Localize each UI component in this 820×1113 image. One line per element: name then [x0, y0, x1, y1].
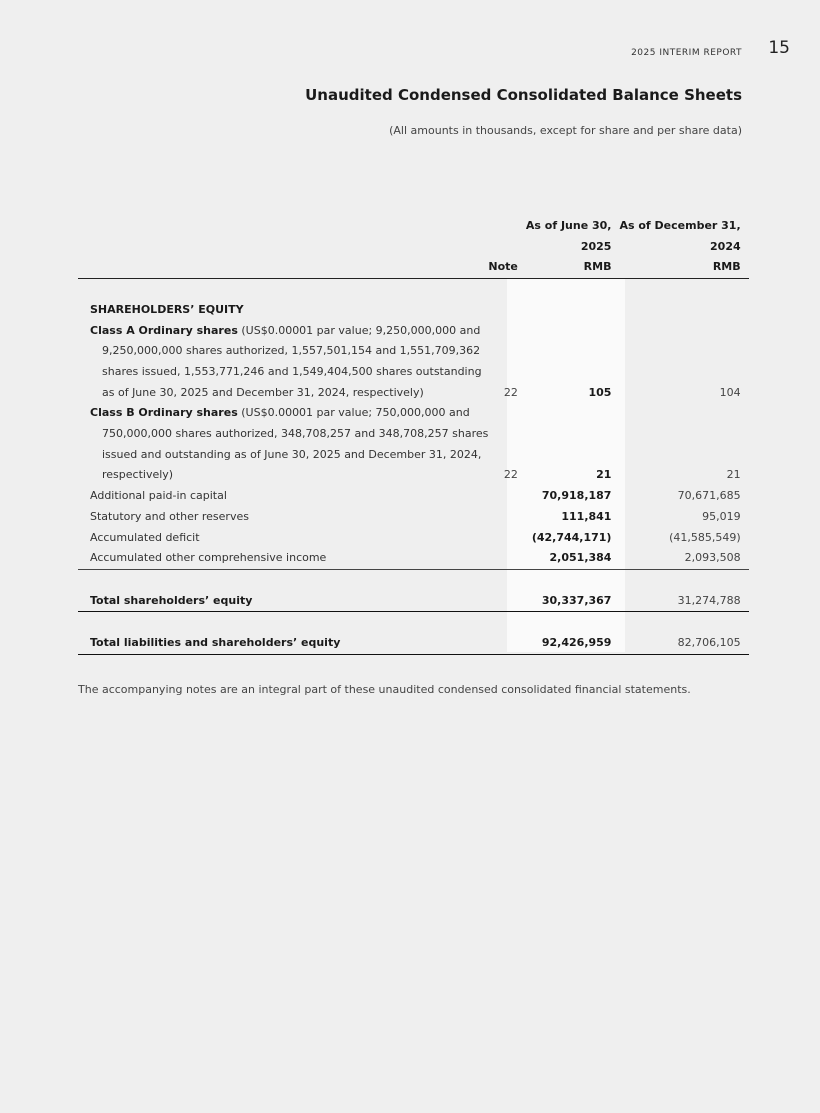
- class-b-note: 22: [503, 468, 518, 482]
- class-b-row: [78, 403, 749, 424]
- class-b-label: Class B Ordinary shares: [90, 406, 238, 420]
- header-row: [78, 237, 749, 258]
- class-b-row: [78, 424, 749, 445]
- row-y2: 95,019: [702, 509, 741, 523]
- class-a-row: [78, 362, 749, 383]
- col-y1-line1: As of June 30,: [525, 219, 612, 232]
- section-heading: SHAREHOLDERS’ EQUITY: [90, 302, 244, 316]
- class-b-y2: 21: [726, 468, 741, 482]
- total-liab-equity-row: [78, 633, 749, 654]
- row-y2: 2,093,508: [619, 548, 748, 569]
- total-equity-y2: 31,274,788: [619, 591, 748, 612]
- row-y2: (41,585,549): [669, 530, 741, 544]
- class-b-row: [78, 445, 749, 466]
- class-b-desc-2: 750,000,000 shares authorized, 348,708,257 and 348,708,257 shares: [102, 427, 489, 441]
- row-y2: 70,671,685: [677, 489, 741, 503]
- total-liab-equity-label: Total liabilities and shareholders’ equity: [78, 633, 488, 654]
- header-row: [78, 257, 749, 278]
- col-y2-line1: As of December 31,: [619, 219, 741, 232]
- table-row: [78, 548, 749, 569]
- spacer-row: [78, 612, 749, 633]
- table-row: [78, 486, 749, 507]
- col-y1-currency: RMB: [526, 257, 620, 278]
- total-equity-y1: 30,337,367: [526, 591, 620, 612]
- footnote: The accompanying notes are an integral part of these unaudited condensed consolidated financial statements.: [78, 683, 691, 696]
- row-label: Statutory and other reserves: [90, 509, 249, 523]
- class-b-desc-3: issued and outstanding as of June 30, 2025 and December 31, 2024,: [102, 447, 482, 461]
- class-a-row: [78, 321, 749, 342]
- balance-sheet-table: [78, 216, 749, 655]
- row-label: Additional paid-in capital: [90, 489, 227, 503]
- total-liab-equity-y2: 82,706,105: [619, 633, 748, 654]
- row-label: Accumulated other comprehensive income: [78, 548, 488, 569]
- table-row: [78, 507, 749, 528]
- class-a-y1: 105: [588, 385, 612, 399]
- col-y2-year: 2024: [710, 239, 741, 253]
- class-a-desc-2: 9,250,000,000 shares authorized, 1,557,501,154 and 1,551,709,362: [102, 344, 481, 358]
- class-a-desc-1: (US$0.00001 par value; 9,250,000,000 and: [237, 323, 481, 337]
- header-row: [78, 216, 749, 237]
- spacer-row: [78, 279, 749, 300]
- class-a-row: [78, 341, 749, 362]
- total-equity-label: Total shareholders’ equity: [78, 591, 488, 612]
- total-equity-row: [78, 591, 749, 612]
- class-a-label: Class A Ordinary shares: [90, 323, 238, 337]
- page-number: 15: [768, 38, 790, 58]
- class-a-row: [78, 383, 749, 404]
- page-title: Unaudited Condensed Consolidated Balance Sheets: [305, 86, 742, 104]
- class-a-desc-3: shares issued, 1,553,771,246 and 1,549,404,500 shares outstanding: [102, 364, 482, 378]
- class-a-desc-4: as of June 30, 2025 and December 31, 2024, respectively): [102, 385, 424, 399]
- col-note: Note: [488, 257, 525, 278]
- row-y1: 70,918,187: [541, 489, 612, 503]
- class-a-note: 22: [503, 385, 518, 399]
- total-liab-equity-y1: 92,426,959: [526, 633, 620, 654]
- col-y2-currency: RMB: [619, 257, 748, 278]
- class-b-row: [78, 465, 749, 486]
- class-b-desc-1: (US$0.00001 par value; 750,000,000 and: [237, 406, 470, 420]
- section-row: [78, 300, 749, 321]
- page-subtitle: (All amounts in thousands, except for share and per share data): [389, 124, 742, 137]
- spacer-row: [78, 569, 749, 590]
- row-label: Accumulated deficit: [90, 530, 200, 544]
- row-y1: 2,051,384: [526, 548, 620, 569]
- col-y1-year: 2025: [580, 239, 612, 253]
- class-b-desc-4: respectively): [102, 468, 174, 482]
- balance-sheet-table-wrap: [78, 216, 742, 655]
- row-y1: (42,744,171): [531, 530, 612, 544]
- report-title: 2025 INTERIM REPORT: [631, 48, 742, 58]
- table-row: [78, 528, 749, 549]
- class-b-y1: 21: [596, 468, 612, 482]
- row-y1: 111,841: [561, 509, 612, 523]
- class-a-y2: 104: [719, 385, 741, 399]
